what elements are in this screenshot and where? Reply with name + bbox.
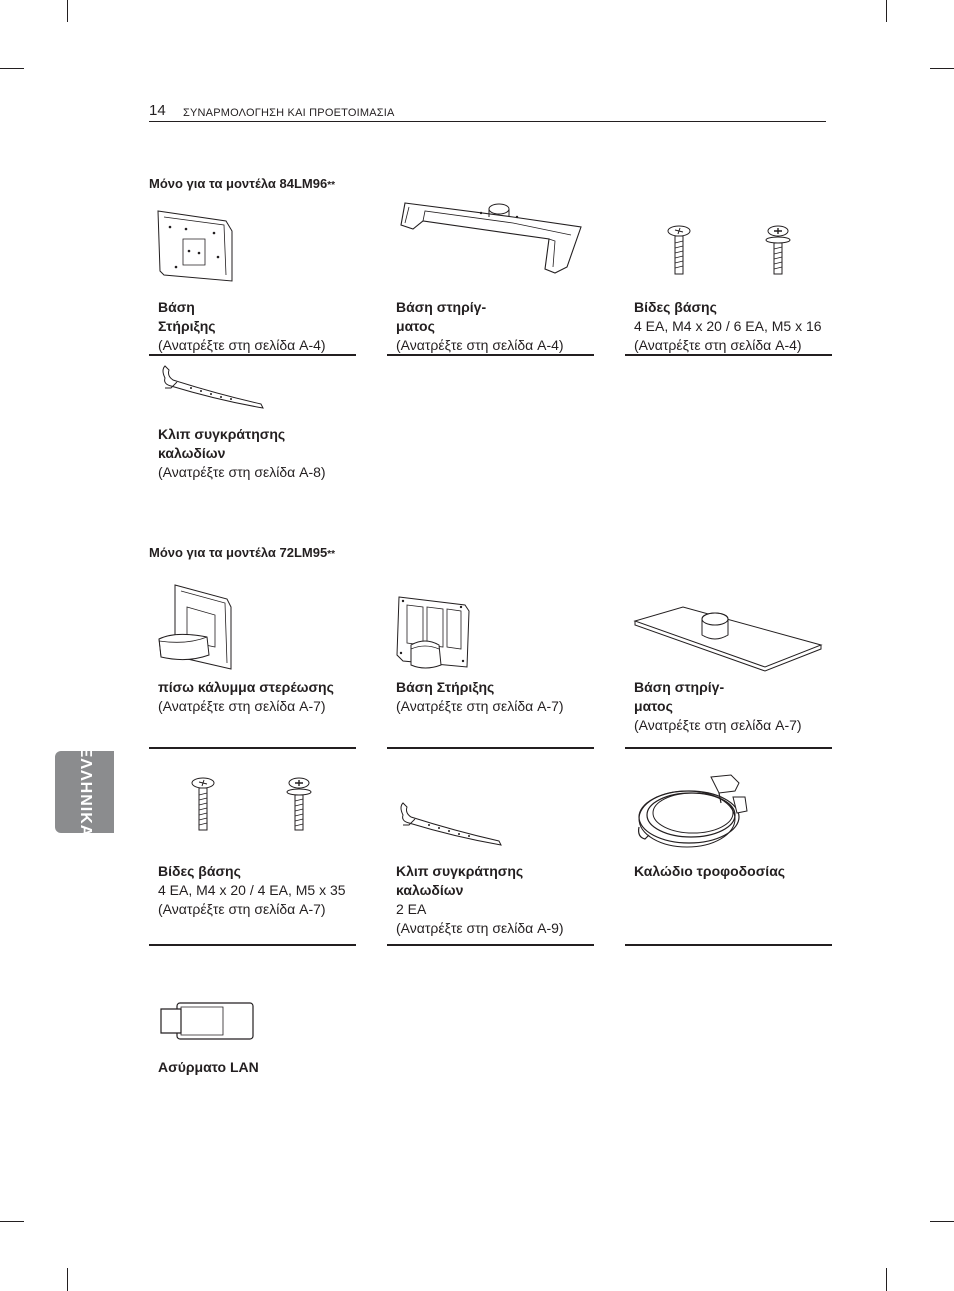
item-detail: 4 EA, M4 x 20 / 6 EA, M5 x 16 <box>634 318 822 334</box>
item-text <box>149 1058 356 1077</box>
item-rule <box>387 747 594 749</box>
accessory-item <box>149 963 356 1077</box>
accessory-item <box>149 360 356 482</box>
stand-body-icon <box>387 203 594 298</box>
item-name: Βάση στηρίγ- <box>396 299 487 315</box>
item-name: καλωδίων <box>158 445 226 461</box>
item-detail: (Ανατρέξτε στη σελίδα A-7) <box>158 901 326 917</box>
page-number: 14 <box>149 102 166 119</box>
item-name: Ασύρματο LAN <box>158 1059 259 1075</box>
item-detail: (Ανατρέξτε στη σελίδα A-4) <box>634 337 802 353</box>
accessory-item <box>625 767 832 881</box>
cable-tie-icon <box>149 360 356 425</box>
item-name: ματος <box>396 318 435 334</box>
item-detail: (Ανατρέξτε στη σελίδα A-8) <box>158 464 326 480</box>
item-name: Βάση <box>158 299 195 315</box>
item-name: καλωδίων <box>396 882 464 898</box>
item-name: Βάση Στήριξης <box>396 679 495 695</box>
item-rule <box>387 354 594 356</box>
item-text <box>625 298 832 355</box>
power-cord-icon <box>625 767 832 862</box>
item-rule <box>149 747 356 749</box>
header-rule <box>149 121 826 122</box>
item-text <box>149 862 356 919</box>
item-detail: 2 EA <box>396 901 427 917</box>
item-detail: (Ανατρέξτε στη σελίδα A-7) <box>396 698 564 714</box>
crop-mark <box>886 1268 887 1291</box>
crop-mark <box>67 1268 68 1291</box>
language-tab <box>55 746 114 838</box>
accessory-item <box>149 203 356 355</box>
item-text <box>149 298 356 355</box>
screws-icon <box>625 203 832 298</box>
item-rule <box>149 944 356 946</box>
stand-bracket-icon <box>387 583 594 678</box>
item-text <box>625 862 832 881</box>
item-rule <box>387 944 594 946</box>
item-name: Βάση στηρίγ- <box>634 679 725 695</box>
wall-mount-bracket-icon <box>149 203 356 298</box>
item-detail: 4 EA, M4 x 20 / 4 EA, M5 x 35 <box>158 882 346 898</box>
item-detail: (Ανατρέξτε στη σελίδα A-7) <box>158 698 326 714</box>
accessory-item <box>387 203 594 355</box>
section-title: Μόνο για τα μοντέλα 84LM96** <box>149 176 335 191</box>
stand-base-plate-icon <box>625 583 832 678</box>
item-text <box>149 678 356 716</box>
item-name: Καλώδιο τροφοδοσίας <box>634 863 786 879</box>
item-rule <box>625 944 832 946</box>
back-cover-bracket-icon <box>149 583 356 678</box>
item-text <box>387 678 594 716</box>
item-text <box>625 678 832 735</box>
screws-icon <box>149 767 356 862</box>
crop-mark <box>0 68 24 69</box>
accessory-item <box>387 583 594 716</box>
item-text <box>149 425 356 482</box>
accessory-item <box>387 767 594 938</box>
item-rule <box>149 354 356 356</box>
item-rule <box>625 747 832 749</box>
item-name: πίσω κάλυμμα στερέωσης <box>158 679 334 695</box>
crop-mark <box>67 0 68 22</box>
accessory-item <box>625 583 832 735</box>
accessory-item <box>149 583 356 716</box>
accessory-item <box>625 203 832 355</box>
accessory-item <box>149 767 356 919</box>
item-detail: (Ανατρέξτε στη σελίδα A-4) <box>396 337 564 353</box>
item-detail: (Ανατρέξτε στη σελίδα A-7) <box>634 717 802 733</box>
crop-mark <box>930 1221 954 1222</box>
cable-tie-icon <box>387 767 594 862</box>
item-name: Κλιπ συγκράτησης <box>396 863 524 879</box>
item-name: ματος <box>634 698 673 714</box>
item-text <box>387 298 594 355</box>
language-tab-label: ΕΛΛΗΝΙΚΑ <box>76 746 94 838</box>
crop-mark <box>886 0 887 22</box>
item-name: Κλιπ συγκράτησης <box>158 426 286 442</box>
item-detail: (Ανατρέξτε στη σελίδα A-9) <box>396 920 564 936</box>
chapter-title: ΣΥΝΑΡΜΟΛΟΓΗΣΗ ΚΑΙ ΠΡΟΕΤΟΙΜΑΣΙΑ <box>183 107 395 119</box>
wireless-lan-dongle-icon <box>149 963 356 1058</box>
section-title: Μόνο για τα μοντέλα 72LM95** <box>149 545 335 560</box>
item-name: Βίδες βάσης <box>634 299 717 315</box>
item-rule <box>625 354 832 356</box>
item-name: Βίδες βάσης <box>158 863 241 879</box>
item-name: Στήριξης <box>158 318 216 334</box>
crop-mark <box>930 68 954 69</box>
item-text <box>387 862 594 938</box>
item-detail: (Ανατρέξτε στη σελίδα A-4) <box>158 337 326 353</box>
crop-mark <box>0 1221 24 1222</box>
